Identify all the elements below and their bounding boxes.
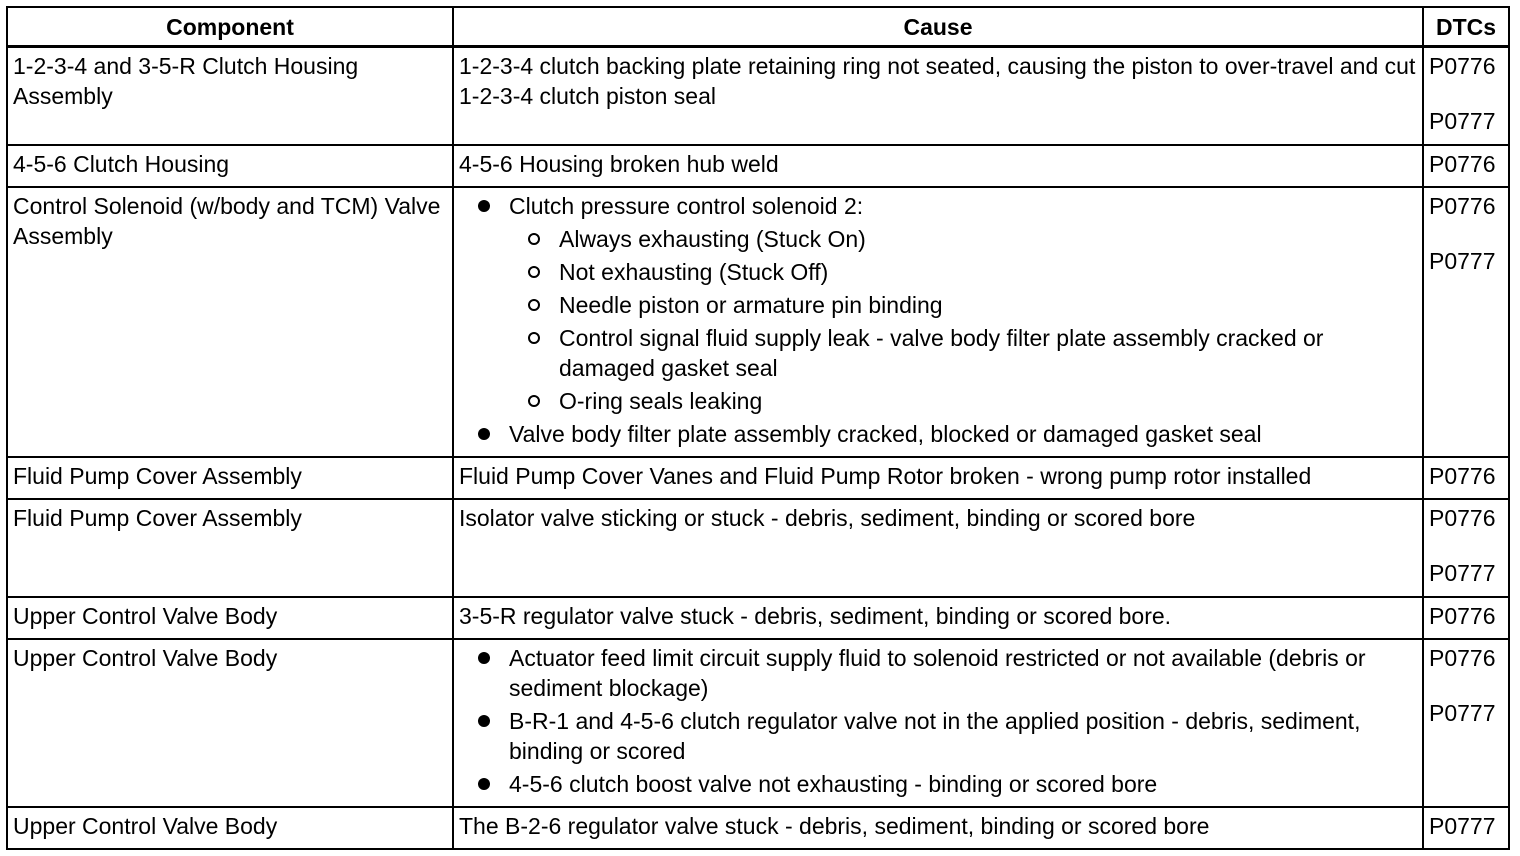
dtc-code: P0777: [1429, 559, 1496, 586]
cause-sub-bullet: [525, 386, 1417, 416]
bullet-dot-icon: [478, 652, 490, 664]
dtc-cell: [1423, 145, 1509, 187]
component-cell: Fluid Pump Cover Assembly: [7, 499, 453, 597]
cause-cell: 4-5-6 Housing broken hub weld: [453, 145, 1423, 187]
dtc-table: [6, 6, 1510, 850]
cause-cell: The B-2-6 regulator valve stuck - debris, sediment, binding or scored bore: [453, 807, 1423, 849]
cause-sub-text: Control signal fluid supply leak - valve body filter plate assembly cracked or damaged gasket seal: [559, 324, 1324, 381]
dtc-code: P0777: [1429, 108, 1496, 134]
cause-bullet: [475, 643, 1417, 703]
table-row: [7, 499, 1509, 597]
component-cell: 1-2-3-4 and 3-5-R Clutch Housing Assembly: [7, 47, 453, 145]
cause-cell: Isolator valve sticking or stuck - debris, sediment, binding or scored bore: [453, 499, 1423, 597]
header-dtcs: DTCs: [1423, 7, 1509, 47]
dtc-code: P0777: [1429, 812, 1496, 839]
dtc-cell: [1423, 457, 1509, 499]
bullet-ring-icon: [528, 332, 540, 344]
cause-bullet: [475, 769, 1417, 799]
table-row: [7, 639, 1509, 807]
cause-sub-text: O-ring seals leaking: [559, 387, 763, 414]
dtc-code: P0776: [1429, 53, 1496, 79]
cause-bullet-text: Valve body filter plate assembly cracked, blocked or damaged gasket seal: [509, 420, 1262, 447]
dtc-code: P0776: [1429, 192, 1496, 219]
cause-sub-bullet: [525, 290, 1417, 320]
bullet-ring-icon: [528, 266, 540, 278]
header-cause: Cause: [453, 7, 1423, 47]
cause-bullet-text: 4-5-6 clutch boost valve not exhausting - binding or scored bore: [509, 770, 1158, 797]
dtc-code: P0776: [1429, 504, 1496, 531]
dtc-code: P0777: [1429, 699, 1496, 726]
header-component: Component: [7, 7, 453, 47]
cause-bullet-list: [459, 643, 1417, 799]
cause-bullet-text: Actuator feed limit circuit supply fluid to solenoid restricted or not available (debris or sediment blockage): [509, 644, 1366, 701]
cause-sub-bullet: [525, 257, 1417, 287]
dtc-cell: [1423, 807, 1509, 849]
dtc-code: P0777: [1429, 247, 1496, 274]
component-cell: Upper Control Valve Body: [7, 597, 453, 639]
bullet-dot-icon: [478, 778, 490, 790]
cause-bullet-text: B-R-1 and 4-5-6 clutch regulator valve not in the applied position - debris, sediment, binding or scored: [509, 707, 1361, 764]
cause-bullet-list: [459, 191, 1417, 449]
component-cell: Upper Control Valve Body: [7, 807, 453, 849]
table-row: [7, 807, 1509, 849]
dtc-code: P0776: [1429, 644, 1496, 671]
cause-sub-text: Always exhausting (Stuck On): [559, 225, 866, 252]
cause-cell: [453, 187, 1423, 457]
cause-sub-bullet: [525, 323, 1417, 383]
dtc-code: P0776: [1429, 462, 1496, 489]
cause-bullet: [475, 706, 1417, 766]
component-cell: Upper Control Valve Body: [7, 639, 453, 807]
component-cell: Fluid Pump Cover Assembly: [7, 457, 453, 499]
bullet-dot-icon: [478, 200, 490, 212]
table-row: [7, 457, 1509, 499]
bullet-ring-icon: [528, 299, 540, 311]
cause-cell: 1-2-3-4 clutch backing plate retaining ring not seated, causing the piston to over-travel and cut 1-2-3-4 clutch piston seal: [453, 47, 1423, 145]
dtc-code: P0776: [1429, 602, 1496, 629]
bullet-ring-icon: [528, 395, 540, 407]
bullet-ring-icon: [528, 233, 540, 245]
table-row: [7, 187, 1509, 457]
cause-bullet: [475, 419, 1417, 449]
dtc-code: P0776: [1429, 150, 1496, 177]
cause-cell: 3-5-R regulator valve stuck - debris, sediment, binding or scored bore.: [453, 597, 1423, 639]
dtc-cell: [1423, 47, 1509, 145]
component-cell: Control Solenoid (w/body and TCM) Valve Assembly: [7, 187, 453, 457]
cause-sub-text: Not exhausting (Stuck Off): [559, 258, 829, 285]
bullet-dot-icon: [478, 715, 490, 727]
cause-sub-text: Needle piston or armature pin binding: [559, 291, 943, 318]
dtc-cell: [1423, 639, 1509, 807]
cause-bullet-text: Clutch pressure control solenoid 2:: [509, 192, 864, 219]
table-row: [7, 597, 1509, 639]
cause-sub-bullet: [525, 224, 1417, 254]
table-row: [7, 145, 1509, 187]
cause-bullet: [475, 191, 1417, 416]
cause-cell: [453, 639, 1423, 807]
table-row: [7, 47, 1509, 145]
component-cell: 4-5-6 Clutch Housing: [7, 145, 453, 187]
dtc-cell: [1423, 499, 1509, 597]
cause-cell: Fluid Pump Cover Vanes and Fluid Pump Rotor broken - wrong pump rotor installed: [453, 457, 1423, 499]
dtc-cell: [1423, 187, 1509, 457]
dtc-cell: [1423, 597, 1509, 639]
cause-sub-list: [509, 224, 1417, 416]
bullet-dot-icon: [478, 428, 490, 440]
header-row: [7, 7, 1509, 47]
